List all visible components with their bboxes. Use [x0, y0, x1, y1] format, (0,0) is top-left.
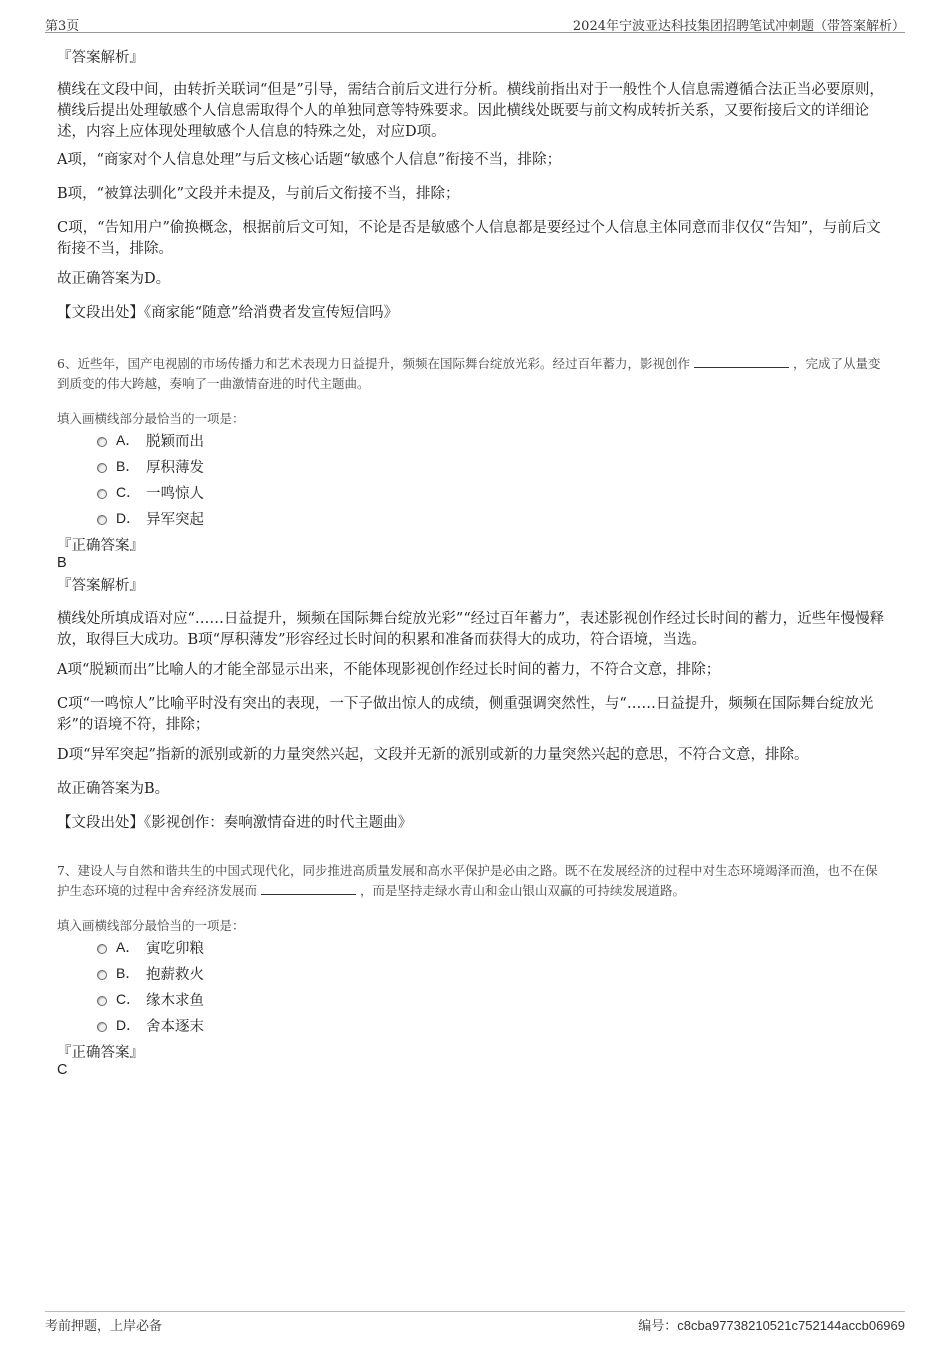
q7-prompt: 填入画横线部分最恰当的一项是：: [57, 917, 245, 933]
page-footer: [45, 1311, 905, 1334]
footer-code-label: 编号：: [638, 1319, 678, 1334]
radio-icon[interactable]: [97, 437, 107, 447]
q6-stem-before: 6、近些年，国产电视剧的市场传播力和艺术表现力日益提升，频频在国际舞台绽放光彩。经过百年蓄力，影视创作: [57, 355, 690, 371]
footer-code: [638, 1315, 905, 1334]
q6-correct-answer: B: [57, 555, 67, 571]
q7-option-b[interactable]: B． 抱薪救火: [97, 963, 204, 983]
page-header: [45, 12, 905, 33]
radio-icon[interactable]: [97, 996, 107, 1006]
q6-correct-label: 『正确答案』: [57, 538, 144, 554]
q7-stem-before: 7、建设人与自然和谐共生的中国式现代化，同步推进高质量发展和高水平保护是必由之路。既不在发展经济的过程中对生态环境竭泽而渔，也不在保护生态环境的过程中舍弃经济发展而: [57, 862, 878, 898]
q6-conclusion: 故正确答案为B。: [57, 781, 170, 797]
q6-option-b[interactable]: B． 厚积薄发: [97, 456, 204, 476]
q5-conclusion: 故正确答案为D。: [57, 271, 171, 287]
radio-icon[interactable]: [97, 463, 107, 473]
q5-source: 【文段出处】《商家能“随意”给消费者发宣传短信吗》: [57, 305, 399, 321]
q5-option-b-note: B项，“被算法驯化”文段并未提及，与前后文衔接不当，排除；: [57, 186, 460, 202]
q6-option-d-note: D项“异军突起”指新的派别或新的力量突然兴起，文段并无新的派别或新的力量突然兴起的意思，不符合文意，排除。: [57, 747, 809, 763]
q6-option-a[interactable]: A． 脱颖而出: [97, 430, 204, 450]
q7-stem: [57, 861, 887, 901]
footer-code-value: c8cba97738210521c752144accb06969: [677, 1318, 905, 1333]
q6-prompt: 填入画横线部分最恰当的一项是：: [57, 410, 245, 426]
radio-icon[interactable]: [97, 515, 107, 525]
q7-option-d[interactable]: D． 舍本逐末: [97, 1015, 204, 1035]
q5-option-c-note: C项，“告知用户”偷换概念，根据前后文可知，不论是否是敏感个人信息都是要经过个人信息主体同意而非仅仅“告知”，与前后文衔接不当，排除。: [57, 220, 881, 257]
q6-option-a-note: A项“脱颖而出”比喻人的才能全部显示出来，不能体现影视创作经过长时间的蓄力，不符合文意，排除；: [57, 662, 721, 678]
q6-option-c[interactable]: C． 一鸣惊人: [97, 482, 204, 502]
q5-analysis-label: 『答案解析』: [57, 50, 144, 66]
q6-analysis-label: 『答案解析』: [57, 578, 144, 594]
radio-icon[interactable]: [97, 1022, 107, 1032]
page-number: 第3页: [45, 19, 80, 34]
q6-blank: [694, 355, 789, 368]
q6-option-d[interactable]: D． 异军突起: [97, 508, 204, 528]
q6-analysis: 横线处所填成语对应“……日益提升，频频在国际舞台绽放光彩”“经过百年蓄力”，表述影视创作经过长时间的蓄力，近些年慢慢释放，取得巨大成功。B项“厚积薄发”形容经过长时间的积累和准备而获得大的成功，符合语境，当选。: [57, 611, 885, 648]
q7-option-c[interactable]: C． 缘木求鱼: [97, 989, 204, 1009]
radio-icon[interactable]: [97, 944, 107, 954]
radio-icon[interactable]: [97, 489, 107, 499]
radio-icon[interactable]: [97, 970, 107, 980]
q7-option-a[interactable]: A． 寅吃卯粮: [97, 937, 204, 957]
q7-blank: [261, 882, 356, 895]
q5-analysis: 横线在文段中间，由转折关联词“但是”引导，需结合前后文进行分析。横线前指出对于一般性个人信息需遵循合法正当必要原则，横线后提出处理敏感个人信息需取得个人的单独同意等特殊要求。因此横线处既要与前文构成转折关系，又要衔接后文的详细论述，内容上应体现处理敏感个人信息的特殊之处，对应D项。: [57, 82, 884, 140]
q6-source: 【文段出处】《影视创作：奏响激情奋进的时代主题曲》: [57, 815, 413, 831]
q7-stem-after: ，而是坚持走绿水青山和金山银山双赢的可持续发展道路。: [360, 882, 686, 898]
q7-correct-label: 『正确答案』: [57, 1045, 144, 1061]
q5-option-a-note: A项，“商家对个人信息处理”与后文核心话题“敏感个人信息”衔接不当，排除；: [57, 152, 562, 168]
document-title: 2024年宁波亚达科技集团招聘笔试冲刺题（带答案解析）: [572, 19, 905, 34]
q6-stem-after: ，完成了从量变到质变的伟大跨越，奏响了一曲激情奋进的时代主题曲。: [57, 355, 881, 391]
footer-slogan: 考前押题，上岸必备: [45, 1319, 163, 1334]
q6-option-c-note: C项“一鸣惊人”比喻平时没有突出的表现，一下子做出惊人的成绩，侧重强调突然性，与“……日益提升，频频在国际舞台绽放光彩”的语境不符，排除；: [57, 696, 874, 733]
q6-stem: [57, 354, 887, 394]
q7-correct-answer: C: [57, 1062, 68, 1078]
